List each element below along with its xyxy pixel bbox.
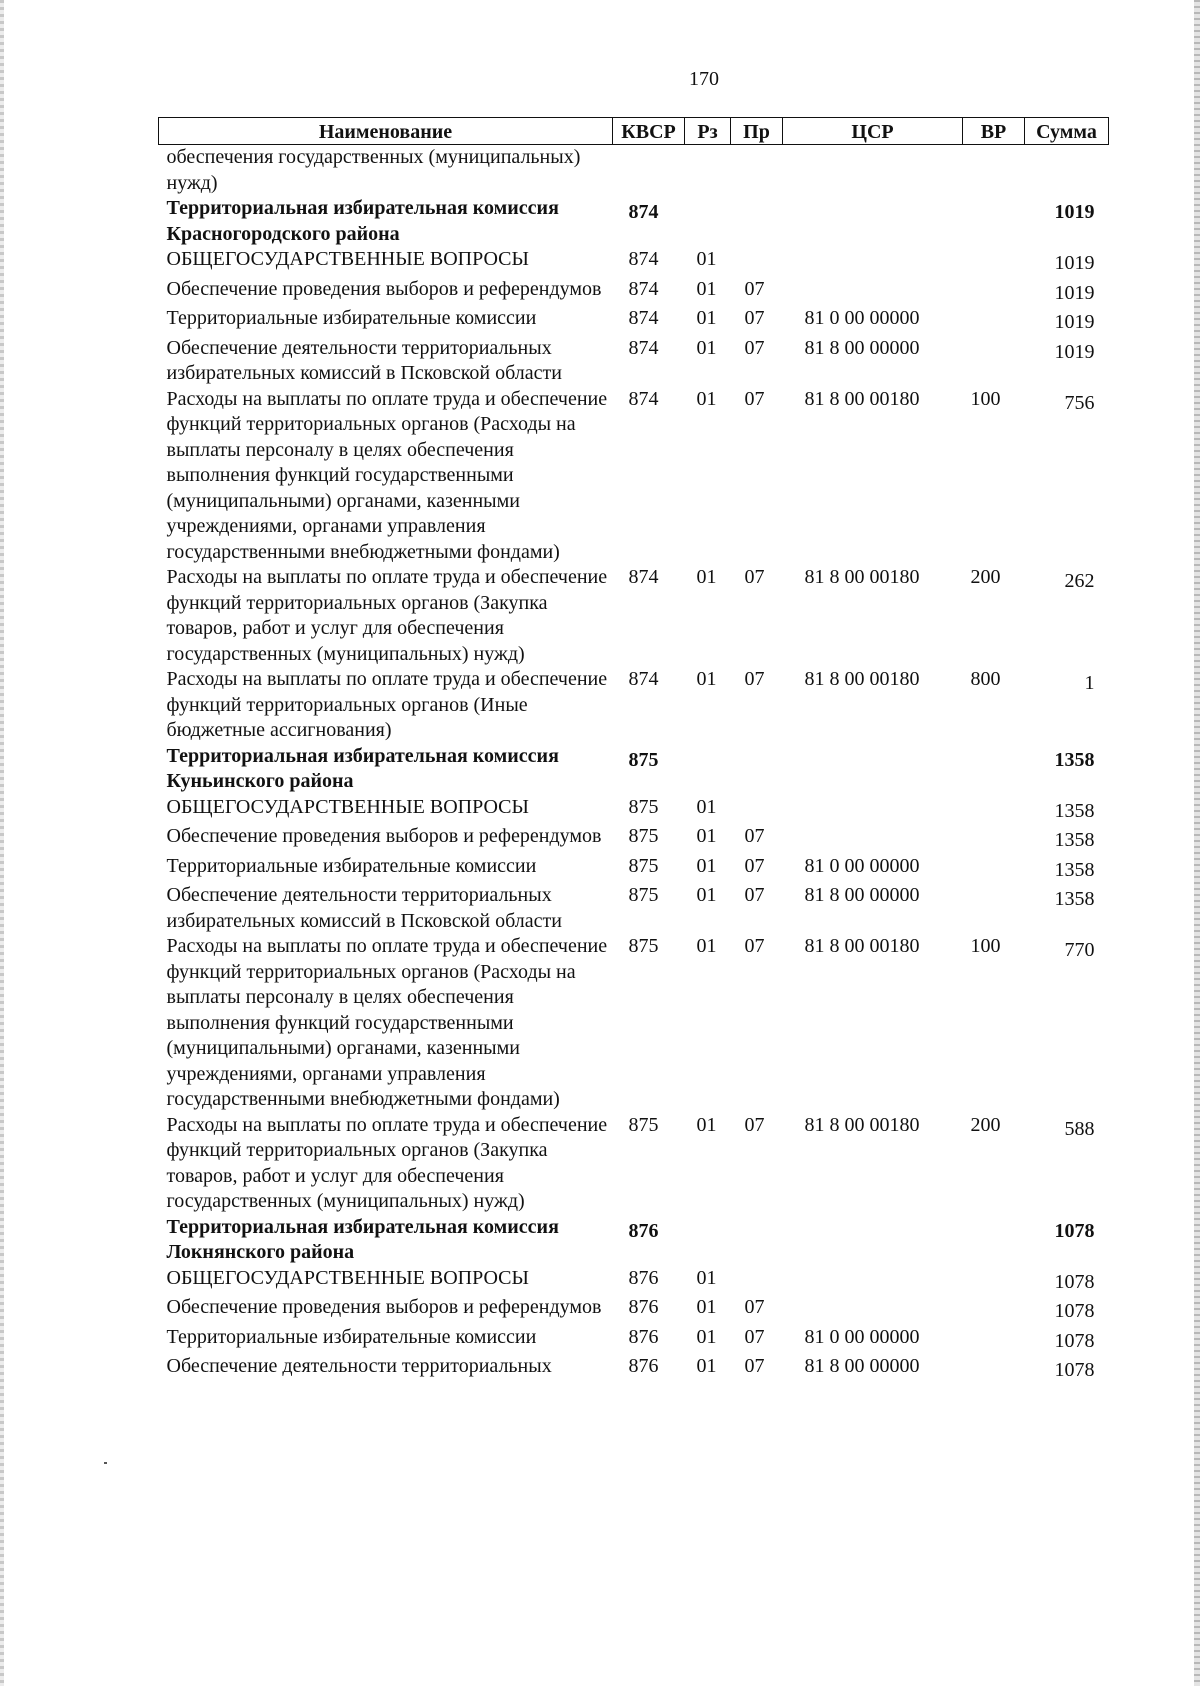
cell-csr [783, 247, 963, 277]
cell-rz: 01 [696, 668, 717, 690]
table-row-section [159, 1215, 1109, 1266]
cell-rz [685, 744, 731, 795]
cell-pr: 07 [744, 1113, 765, 1136]
cell-csr: 81 0 00 00000 [804, 1325, 920, 1348]
header-csr: ЦСР [783, 118, 963, 145]
cell-name: ОБЩЕГОСУДАРСТВЕННЫЕ ВОПРОСЫ [166, 795, 529, 818]
cell-name: Территориальная избирательная комиссия Куньинского района [166, 744, 559, 792]
table-row [159, 1354, 1109, 1384]
cell-name: Обеспечение проведения выборов и референдумов [166, 277, 602, 300]
cell-name: Обеспечение деятельности территориальных [166, 1355, 552, 1377]
cell-name: Обеспечение проведения выборов и референдумов [166, 1296, 602, 1318]
table-row [159, 247, 1109, 277]
cell-csr: 81 8 00 00180 [804, 1113, 920, 1136]
budget-table [158, 117, 1109, 1384]
cell-name: Расходы на выплаты по оплате труда и обеспечение функций территориальных органов (Иные бюджетные ассигнования) [166, 668, 608, 741]
cell-csr [783, 196, 963, 247]
table-row [159, 145, 1109, 197]
cell-name: ОБЩЕГОСУДАРСТВЕННЫЕ ВОПРОСЫ [166, 248, 529, 270]
cell-pr: 07 [744, 854, 765, 877]
cell-kvsr: 875 [628, 884, 659, 906]
cell-name: Расходы на выплаты по оплате труда и обеспечение функций территориальных органов (Закупка товаров, работ и услуг для обеспечения государственных (муниципальных) нужд) [166, 1113, 608, 1212]
cell-sum: 1078 [1054, 1219, 1095, 1242]
cell-pr: 07 [744, 668, 765, 690]
cell-vr [963, 883, 1025, 934]
cell-pr [731, 795, 783, 825]
cell-name: Территориальная избирательная комиссия Красногородского района [166, 197, 559, 245]
cell-sum: 588 [1064, 1117, 1095, 1140]
cell-sum: 1078 [1054, 1270, 1095, 1293]
cell-csr: 81 8 00 00180 [804, 668, 920, 690]
cell-csr [783, 1215, 963, 1266]
cell-pr: 07 [744, 884, 765, 906]
cell-csr [783, 824, 963, 854]
cell-rz: 01 [696, 935, 717, 957]
cell-sum: 1019 [1054, 311, 1095, 333]
cell-rz: 01 [696, 387, 717, 410]
cell-sum: 1 [1084, 672, 1095, 694]
cell-pr: 07 [744, 1296, 765, 1318]
cell-sum: 1078 [1054, 1329, 1095, 1352]
cell-sum: 1019 [1054, 252, 1095, 274]
cell-rz: 01 [696, 1355, 717, 1377]
header-kvsr: КВСР [613, 118, 685, 145]
cell-name: Обеспечение проведения выборов и референдумов [166, 825, 602, 847]
cell-sum: 1019 [1054, 281, 1095, 304]
cell-kvsr: 874 [628, 336, 659, 359]
cell-csr: 81 0 00 00000 [804, 307, 920, 329]
header-rz: Рз [685, 118, 731, 145]
table-row-section [159, 744, 1109, 795]
cell-rz [685, 1215, 731, 1266]
cell-vr [963, 1354, 1025, 1384]
cell-kvsr: 876 [628, 1219, 659, 1242]
cell-vr [963, 247, 1025, 277]
cell-sum: 1358 [1054, 748, 1095, 771]
cell-kvsr: 874 [628, 201, 659, 223]
cell-vr: 100 [970, 935, 1001, 957]
cell-rz: 01 [696, 1325, 717, 1348]
cell-vr [963, 744, 1025, 795]
cell-csr [783, 744, 963, 795]
cell-rz: 01 [696, 1296, 717, 1318]
cell-vr [963, 1295, 1025, 1325]
cell-kvsr: 875 [628, 795, 659, 818]
cell-vr: 800 [970, 668, 1001, 690]
table-body [159, 145, 1109, 1384]
cell-kvsr: 876 [628, 1296, 659, 1318]
cell-kvsr: 875 [628, 854, 659, 877]
cell-kvsr: 874 [628, 277, 659, 300]
cell-pr [731, 1215, 783, 1266]
cell-name: Территориальные избирательные комиссии [166, 854, 537, 877]
cell-pr: 07 [744, 935, 765, 957]
cell-kvsr: 875 [628, 748, 659, 771]
cell-pr: 07 [744, 307, 765, 329]
cell-pr [731, 196, 783, 247]
cell-sum: 262 [1064, 570, 1095, 592]
cell-rz: 01 [696, 1266, 717, 1289]
cell-csr [783, 277, 963, 307]
cell-kvsr: 875 [628, 935, 659, 957]
cell-pr: 07 [744, 277, 765, 300]
cell-rz: 01 [696, 795, 717, 818]
table-row [159, 1295, 1109, 1325]
cell-kvsr: 874 [628, 307, 659, 329]
cell-rz: 01 [696, 307, 717, 329]
cell-kvsr: 876 [628, 1355, 659, 1377]
cell-sum: 1078 [1054, 1300, 1095, 1322]
cell-vr: 100 [970, 387, 1001, 410]
cell-rz: 01 [696, 336, 717, 359]
cell-vr [963, 1325, 1025, 1355]
cell-pr: 07 [744, 1325, 765, 1348]
cell-sum: 1358 [1054, 858, 1095, 881]
cell-pr [731, 145, 783, 197]
table-row [159, 565, 1109, 667]
table-row [159, 306, 1109, 336]
cell-sum: 756 [1064, 391, 1095, 414]
cell-vr [963, 277, 1025, 307]
cell-kvsr: 874 [628, 387, 659, 410]
table-row-section [159, 196, 1109, 247]
table-row [159, 854, 1109, 884]
cell-name: Обеспечение деятельности территориальных избирательных комиссий в Псковской области [166, 884, 562, 932]
cell-csr: 81 8 00 00180 [804, 935, 920, 957]
cell-csr: 81 0 00 00000 [804, 854, 920, 877]
cell-vr [963, 196, 1025, 247]
cell-name: обеспечения государственных (муниципальных) нужд) [166, 146, 581, 194]
cell-pr [731, 247, 783, 277]
cell-name: Территориальная избирательная комиссия Локнянского района [166, 1215, 559, 1263]
header-name: Наименование [159, 118, 613, 145]
cell-vr: 200 [970, 566, 1001, 588]
cell-sum: 1358 [1054, 799, 1095, 822]
table-row [159, 883, 1109, 934]
cell-csr: 81 8 00 00180 [804, 566, 920, 588]
cell-vr [963, 1266, 1025, 1296]
cell-kvsr [613, 145, 685, 197]
cell-vr: 200 [970, 1113, 1001, 1136]
cell-sum: 1358 [1054, 829, 1095, 851]
cell-rz [685, 196, 731, 247]
table-header-row [159, 118, 1109, 145]
cell-kvsr: 876 [628, 1266, 659, 1289]
table-row [159, 1325, 1109, 1355]
cell-pr: 07 [744, 387, 765, 410]
cell-sum: 1019 [1054, 340, 1095, 363]
cell-pr: 07 [744, 336, 765, 359]
cell-rz: 01 [696, 884, 717, 906]
cell-vr [963, 854, 1025, 884]
cell-sum: 1358 [1054, 888, 1095, 910]
cell-pr [731, 744, 783, 795]
cell-name: Расходы на выплаты по оплате труда и обеспечение функций территориальных органов (Расходы на выплаты персоналу в целях обеспечения выполнения функций государственными (муниципальными) органами, казенными учреждениями, органами управления государственными внебюджетными фондами) [166, 935, 608, 1110]
scan-edge-left [0, 0, 4, 1686]
cell-name: ОБЩЕГОСУДАРСТВЕННЫЕ ВОПРОСЫ [166, 1266, 529, 1289]
table-row [159, 934, 1109, 1113]
cell-name: Территориальные избирательные комиссии [166, 307, 537, 329]
cell-vr [963, 795, 1025, 825]
cell-rz: 01 [696, 825, 717, 847]
cell-csr [783, 795, 963, 825]
cell-kvsr: 876 [628, 1325, 659, 1348]
cell-csr: 81 8 00 00180 [804, 387, 920, 410]
cell-vr [963, 824, 1025, 854]
cell-rz [685, 145, 731, 197]
cell-kvsr: 874 [628, 566, 659, 588]
cell-sum: 1078 [1054, 1359, 1095, 1381]
table-row [159, 824, 1109, 854]
table-row [159, 1266, 1109, 1296]
cell-pr: 07 [744, 825, 765, 847]
page-number: 170 [689, 68, 719, 90]
cell-sum [1025, 145, 1109, 197]
scan-edge-right [1194, 0, 1200, 1686]
cell-rz: 01 [696, 854, 717, 877]
table-row [159, 795, 1109, 825]
cell-name: Расходы на выплаты по оплате труда и обеспечение функций территориальных органов (Расходы на выплаты персоналу в целях обеспечения выполнения функций государственными (муниципальными) органами, казенными учреждениями, органами управления государственными внебюджетными фондами) [166, 387, 608, 563]
cell-rz: 01 [696, 1113, 717, 1136]
cell-csr [783, 1266, 963, 1296]
cell-kvsr: 874 [628, 668, 659, 690]
header-pr: Пр [731, 118, 783, 145]
cell-csr: 81 8 00 00000 [804, 336, 920, 359]
cell-csr [783, 145, 963, 197]
cell-kvsr: 875 [628, 1113, 659, 1136]
cell-sum: 770 [1064, 939, 1095, 961]
cell-rz: 01 [696, 277, 717, 300]
cell-sum: 1019 [1054, 201, 1095, 223]
cell-csr [783, 1295, 963, 1325]
cell-pr: 07 [744, 1355, 765, 1377]
cell-csr: 81 8 00 00000 [804, 884, 920, 906]
cell-vr [963, 306, 1025, 336]
table-row [159, 277, 1109, 307]
cell-vr [963, 1215, 1025, 1266]
table-row [159, 336, 1109, 387]
cell-vr [963, 145, 1025, 197]
table-row [159, 667, 1109, 744]
cell-pr [731, 1266, 783, 1296]
table-row [159, 387, 1109, 566]
scan-speck [104, 1462, 107, 1464]
cell-csr: 81 8 00 00000 [804, 1355, 920, 1377]
header-vr: ВР [963, 118, 1025, 145]
cell-pr: 07 [744, 566, 765, 588]
table-row [159, 1113, 1109, 1215]
cell-rz: 01 [696, 248, 717, 270]
cell-name: Расходы на выплаты по оплате труда и обеспечение функций территориальных органов (Закупка товаров, работ и услуг для обеспечения государственных (муниципальных) нужд) [166, 566, 608, 665]
cell-name: Территориальные избирательные комиссии [166, 1325, 537, 1348]
cell-kvsr: 875 [628, 825, 659, 847]
cell-rz: 01 [696, 566, 717, 588]
header-sum: Сумма [1025, 118, 1109, 145]
cell-name: Обеспечение деятельности территориальных избирательных комиссий в Псковской области [166, 336, 562, 384]
cell-vr [963, 336, 1025, 387]
cell-kvsr: 874 [628, 248, 659, 270]
